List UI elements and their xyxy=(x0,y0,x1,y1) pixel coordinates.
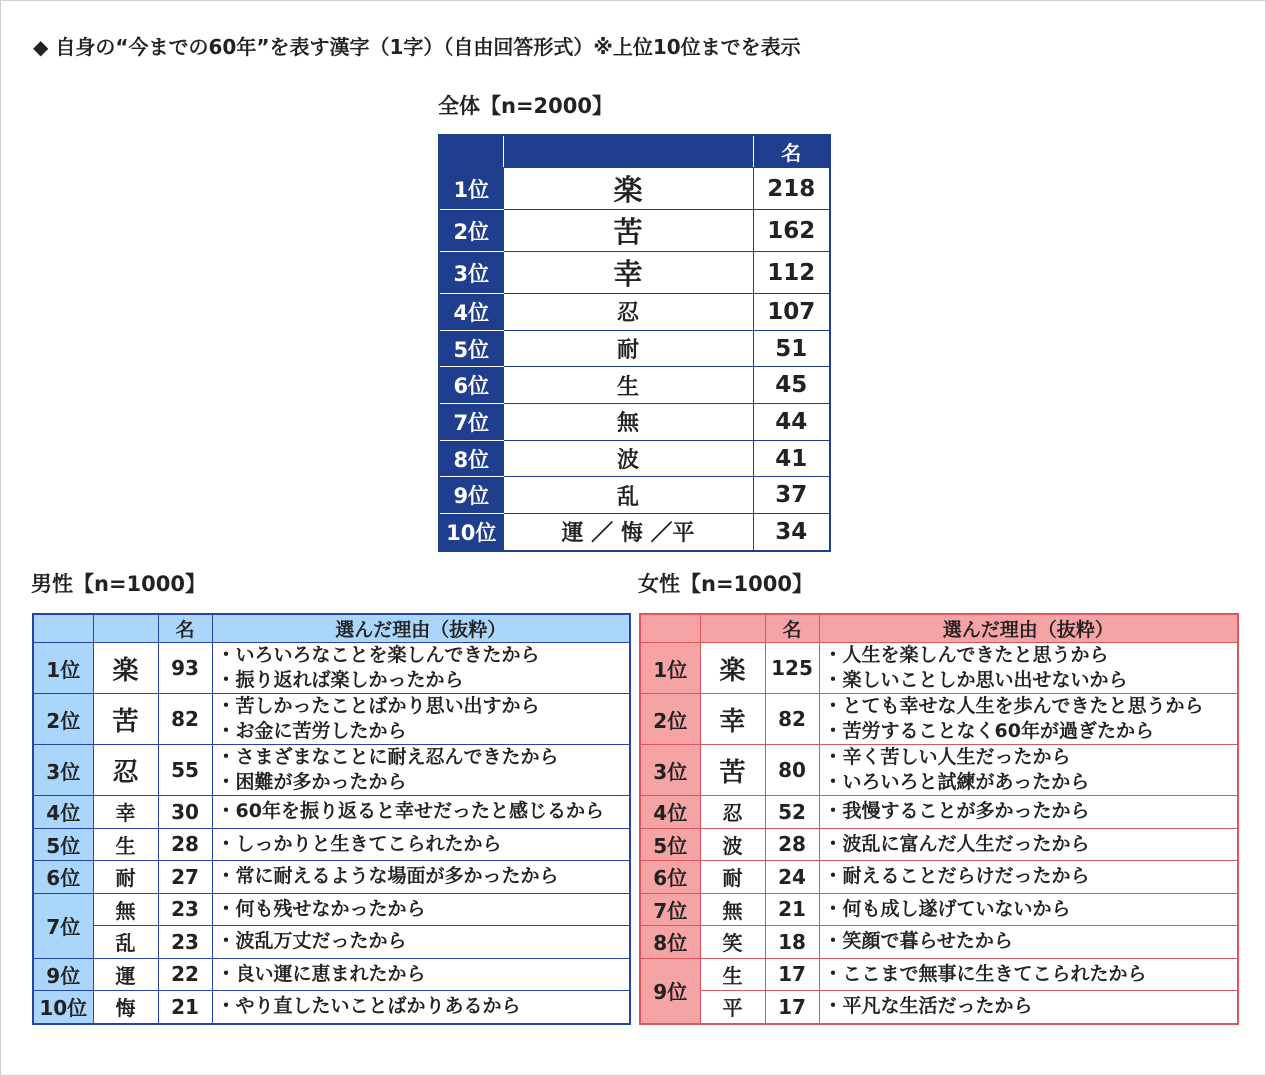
reason-line: ・人生を楽しんできたと思うから xyxy=(823,644,1109,666)
reason-cell xyxy=(212,643,630,694)
rank-cell: 2位 xyxy=(640,694,700,745)
overall-ranking-table xyxy=(438,134,831,552)
rank-cell: 6位 xyxy=(439,367,503,404)
page-title: ◆ 自身の“今までの60年”を表す漢字（1字）（自由回答形式）※上位10位までを表示 xyxy=(33,35,801,59)
table-row xyxy=(640,828,1238,861)
count-cell: 112 xyxy=(753,252,830,294)
reason-cell: ・ここまで無事に生きてこられたから xyxy=(819,958,1238,991)
reason-cell xyxy=(212,745,630,796)
table-row xyxy=(439,404,830,441)
table-row xyxy=(439,168,830,210)
rank-cell: 5位 xyxy=(640,828,700,861)
kanji-cell: 無 xyxy=(503,404,753,441)
count-cell: 41 xyxy=(753,440,830,477)
rank-cell: 3位 xyxy=(640,745,700,796)
rank-cell: 2位 xyxy=(439,210,503,252)
kanji-cell: 忍 xyxy=(503,294,753,331)
reason-cell xyxy=(819,745,1238,796)
table-row xyxy=(439,477,830,514)
table-row xyxy=(640,861,1238,894)
table-row xyxy=(33,926,630,959)
rank-cell: 1位 xyxy=(33,643,93,694)
count-cell: 93 xyxy=(158,643,212,694)
count-header: 名 xyxy=(765,614,819,643)
reason-cell: ・常に耐えるような場面が多かったから xyxy=(212,861,630,894)
kanji-cell: 悔 xyxy=(93,991,158,1024)
rank-cell: 9位 xyxy=(33,958,93,991)
table-row xyxy=(640,643,1238,694)
table-row xyxy=(640,694,1238,745)
reason-cell: ・良い運に恵まれたから xyxy=(212,958,630,991)
kanji-header xyxy=(93,614,158,643)
count-cell: 44 xyxy=(753,404,830,441)
count-cell: 52 xyxy=(765,796,819,829)
table-row xyxy=(439,514,830,551)
count-cell: 18 xyxy=(765,926,819,959)
table-row xyxy=(640,745,1238,796)
table-row xyxy=(640,926,1238,959)
count-cell: 17 xyxy=(765,958,819,991)
count-cell: 218 xyxy=(753,168,830,210)
rank-cell: 4位 xyxy=(439,294,503,331)
reason-header: 選んだ理由（抜粋） xyxy=(819,614,1238,643)
reason-cell: ・平凡な生活だったから xyxy=(819,991,1238,1024)
reason-line: ・いろいろと試練があったから xyxy=(823,771,1090,793)
count-cell: 17 xyxy=(765,991,819,1024)
kanji-cell: 忍 xyxy=(93,745,158,796)
rank-cell: 6位 xyxy=(640,861,700,894)
count-cell: 34 xyxy=(753,514,830,551)
table-row xyxy=(33,861,630,894)
kanji-header xyxy=(700,614,765,643)
table-row xyxy=(33,643,630,694)
rank-cell: 9位 xyxy=(439,477,503,514)
count-cell: 125 xyxy=(765,643,819,694)
reason-cell: ・60年を振り返ると幸せだったと感じるから xyxy=(212,796,630,829)
rank-cell: 5位 xyxy=(33,828,93,861)
kanji-cell: 楽 xyxy=(700,643,765,694)
count-cell: 22 xyxy=(158,958,212,991)
count-cell: 80 xyxy=(765,745,819,796)
reason-line: ・辛く苦しい人生だったから xyxy=(823,746,1071,768)
kanji-cell: 運 xyxy=(93,958,158,991)
rank-cell: 10位 xyxy=(439,514,503,551)
kanji-cell: 幸 xyxy=(93,796,158,829)
table-row xyxy=(439,210,830,252)
kanji-cell: 楽 xyxy=(93,643,158,694)
rank-cell: 1位 xyxy=(640,643,700,694)
rank-cell: 3位 xyxy=(439,252,503,294)
rank-cell: 7位 xyxy=(640,893,700,926)
overall-section-title: 全体【n=2000】 xyxy=(438,94,613,118)
table-row xyxy=(33,828,630,861)
count-cell: 107 xyxy=(753,294,830,331)
male-section-title: 男性【n=1000】 xyxy=(31,572,206,596)
kanji-cell: 波 xyxy=(503,440,753,477)
reason-line: ・いろいろなことを楽しんできたから xyxy=(216,644,540,666)
rank-cell: 4位 xyxy=(33,796,93,829)
kanji-cell: 楽 xyxy=(503,168,753,210)
table-row xyxy=(640,958,1238,991)
rank-header xyxy=(640,614,700,643)
kanji-cell: 平 xyxy=(700,991,765,1024)
count-cell: 23 xyxy=(158,926,212,959)
reason-line: ・苦労することなく60年が過ぎたから xyxy=(823,720,1154,742)
rank-cell: 5位 xyxy=(439,330,503,367)
table-row xyxy=(640,893,1238,926)
count-cell: 55 xyxy=(158,745,212,796)
kanji-cell: 苦 xyxy=(503,210,753,252)
rank-cell: 7位 xyxy=(33,893,93,958)
reason-line: ・楽しいことしか思い出せないから xyxy=(823,669,1128,691)
table-row xyxy=(439,252,830,294)
reason-cell: ・波乱万丈だったから xyxy=(212,926,630,959)
kanji-cell: 乱 xyxy=(503,477,753,514)
reason-cell xyxy=(819,694,1238,745)
kanji-cell: 耐 xyxy=(700,861,765,894)
count-cell: 23 xyxy=(158,893,212,926)
count-cell: 28 xyxy=(158,828,212,861)
rank-cell: 6位 xyxy=(33,861,93,894)
table-header-row xyxy=(640,614,1238,643)
count-cell: 30 xyxy=(158,796,212,829)
reason-cell: ・我慢することが多かったから xyxy=(819,796,1238,829)
count-cell: 162 xyxy=(753,210,830,252)
reason-cell xyxy=(212,694,630,745)
reason-cell: ・耐えることだらけだったから xyxy=(819,861,1238,894)
rank-cell: 10位 xyxy=(33,991,93,1024)
reason-cell: ・やり直したいことばかりあるから xyxy=(212,991,630,1024)
male-ranking-table xyxy=(32,613,631,1025)
table-row xyxy=(640,796,1238,829)
kanji-cell: 耐 xyxy=(93,861,158,894)
rank-cell: 8位 xyxy=(640,926,700,959)
kanji-cell: 生 xyxy=(93,828,158,861)
count-header: 名 xyxy=(158,614,212,643)
reason-cell: ・何も成し遂げていないから xyxy=(819,893,1238,926)
reason-line: ・お金に苦労したから xyxy=(216,720,407,742)
count-cell: 27 xyxy=(158,861,212,894)
count-cell: 51 xyxy=(753,330,830,367)
count-cell: 82 xyxy=(765,694,819,745)
kanji-cell: 乱 xyxy=(93,926,158,959)
kanji-cell: 運 ／ 悔 ／平 xyxy=(503,514,753,551)
kanji-cell: 生 xyxy=(503,367,753,404)
reason-line: ・困難が多かったから xyxy=(216,771,407,793)
table-header-row xyxy=(33,614,630,643)
kanji-cell: 苦 xyxy=(93,694,158,745)
rank-cell: 4位 xyxy=(640,796,700,829)
table-row xyxy=(33,958,630,991)
reason-cell: ・何も残せなかったから xyxy=(212,893,630,926)
table-row xyxy=(640,991,1238,1024)
reason-line: ・苦しかったことばかり思い出すから xyxy=(216,695,540,717)
female-section-title: 女性【n=1000】 xyxy=(638,572,813,596)
table-row xyxy=(439,330,830,367)
kanji-cell: 幸 xyxy=(503,252,753,294)
kanji-cell: 波 xyxy=(700,828,765,861)
count-cell: 28 xyxy=(765,828,819,861)
reason-cell xyxy=(819,643,1238,694)
table-header-row xyxy=(439,135,830,168)
rank-cell: 1位 xyxy=(439,168,503,210)
count-cell: 45 xyxy=(753,367,830,404)
female-ranking-table xyxy=(639,613,1239,1025)
kanji-cell: 笑 xyxy=(700,926,765,959)
kanji-cell: 無 xyxy=(93,893,158,926)
count-cell: 37 xyxy=(753,477,830,514)
kanji-cell: 無 xyxy=(700,893,765,926)
table-row xyxy=(439,294,830,331)
table-row xyxy=(439,367,830,404)
reason-cell: ・波乱に富んだ人生だったから xyxy=(819,828,1238,861)
table-row xyxy=(33,991,630,1024)
kanji-cell: 忍 xyxy=(700,796,765,829)
count-cell: 21 xyxy=(158,991,212,1024)
table-row xyxy=(33,796,630,829)
reason-line: ・とても幸せな人生を歩んできたと思うから xyxy=(823,695,1204,717)
kanji-cell: 幸 xyxy=(700,694,765,745)
reason-line: ・振り返れば楽しかったから xyxy=(216,669,464,691)
kanji-cell: 耐 xyxy=(503,330,753,367)
count-header: 名 xyxy=(753,135,830,168)
table-row xyxy=(33,893,630,926)
count-cell: 24 xyxy=(765,861,819,894)
kanji-cell: 苦 xyxy=(700,745,765,796)
reason-line: ・さまざまなことに耐え忍んできたから xyxy=(216,746,559,768)
count-cell: 82 xyxy=(158,694,212,745)
count-cell: 21 xyxy=(765,893,819,926)
reason-header: 選んだ理由（抜粋） xyxy=(212,614,630,643)
rank-cell: 2位 xyxy=(33,694,93,745)
rank-cell: 3位 xyxy=(33,745,93,796)
rank-cell: 7位 xyxy=(439,404,503,441)
rank-cell: 8位 xyxy=(439,440,503,477)
reason-cell: ・しっかりと生きてこられたから xyxy=(212,828,630,861)
table-row xyxy=(33,745,630,796)
kanji-header xyxy=(503,135,753,168)
rank-header xyxy=(439,135,503,168)
rank-cell: 9位 xyxy=(640,958,700,1024)
reason-cell: ・笑顔で暮らせたから xyxy=(819,926,1238,959)
table-row xyxy=(439,440,830,477)
rank-header xyxy=(33,614,93,643)
kanji-cell: 生 xyxy=(700,958,765,991)
table-row xyxy=(33,694,630,745)
